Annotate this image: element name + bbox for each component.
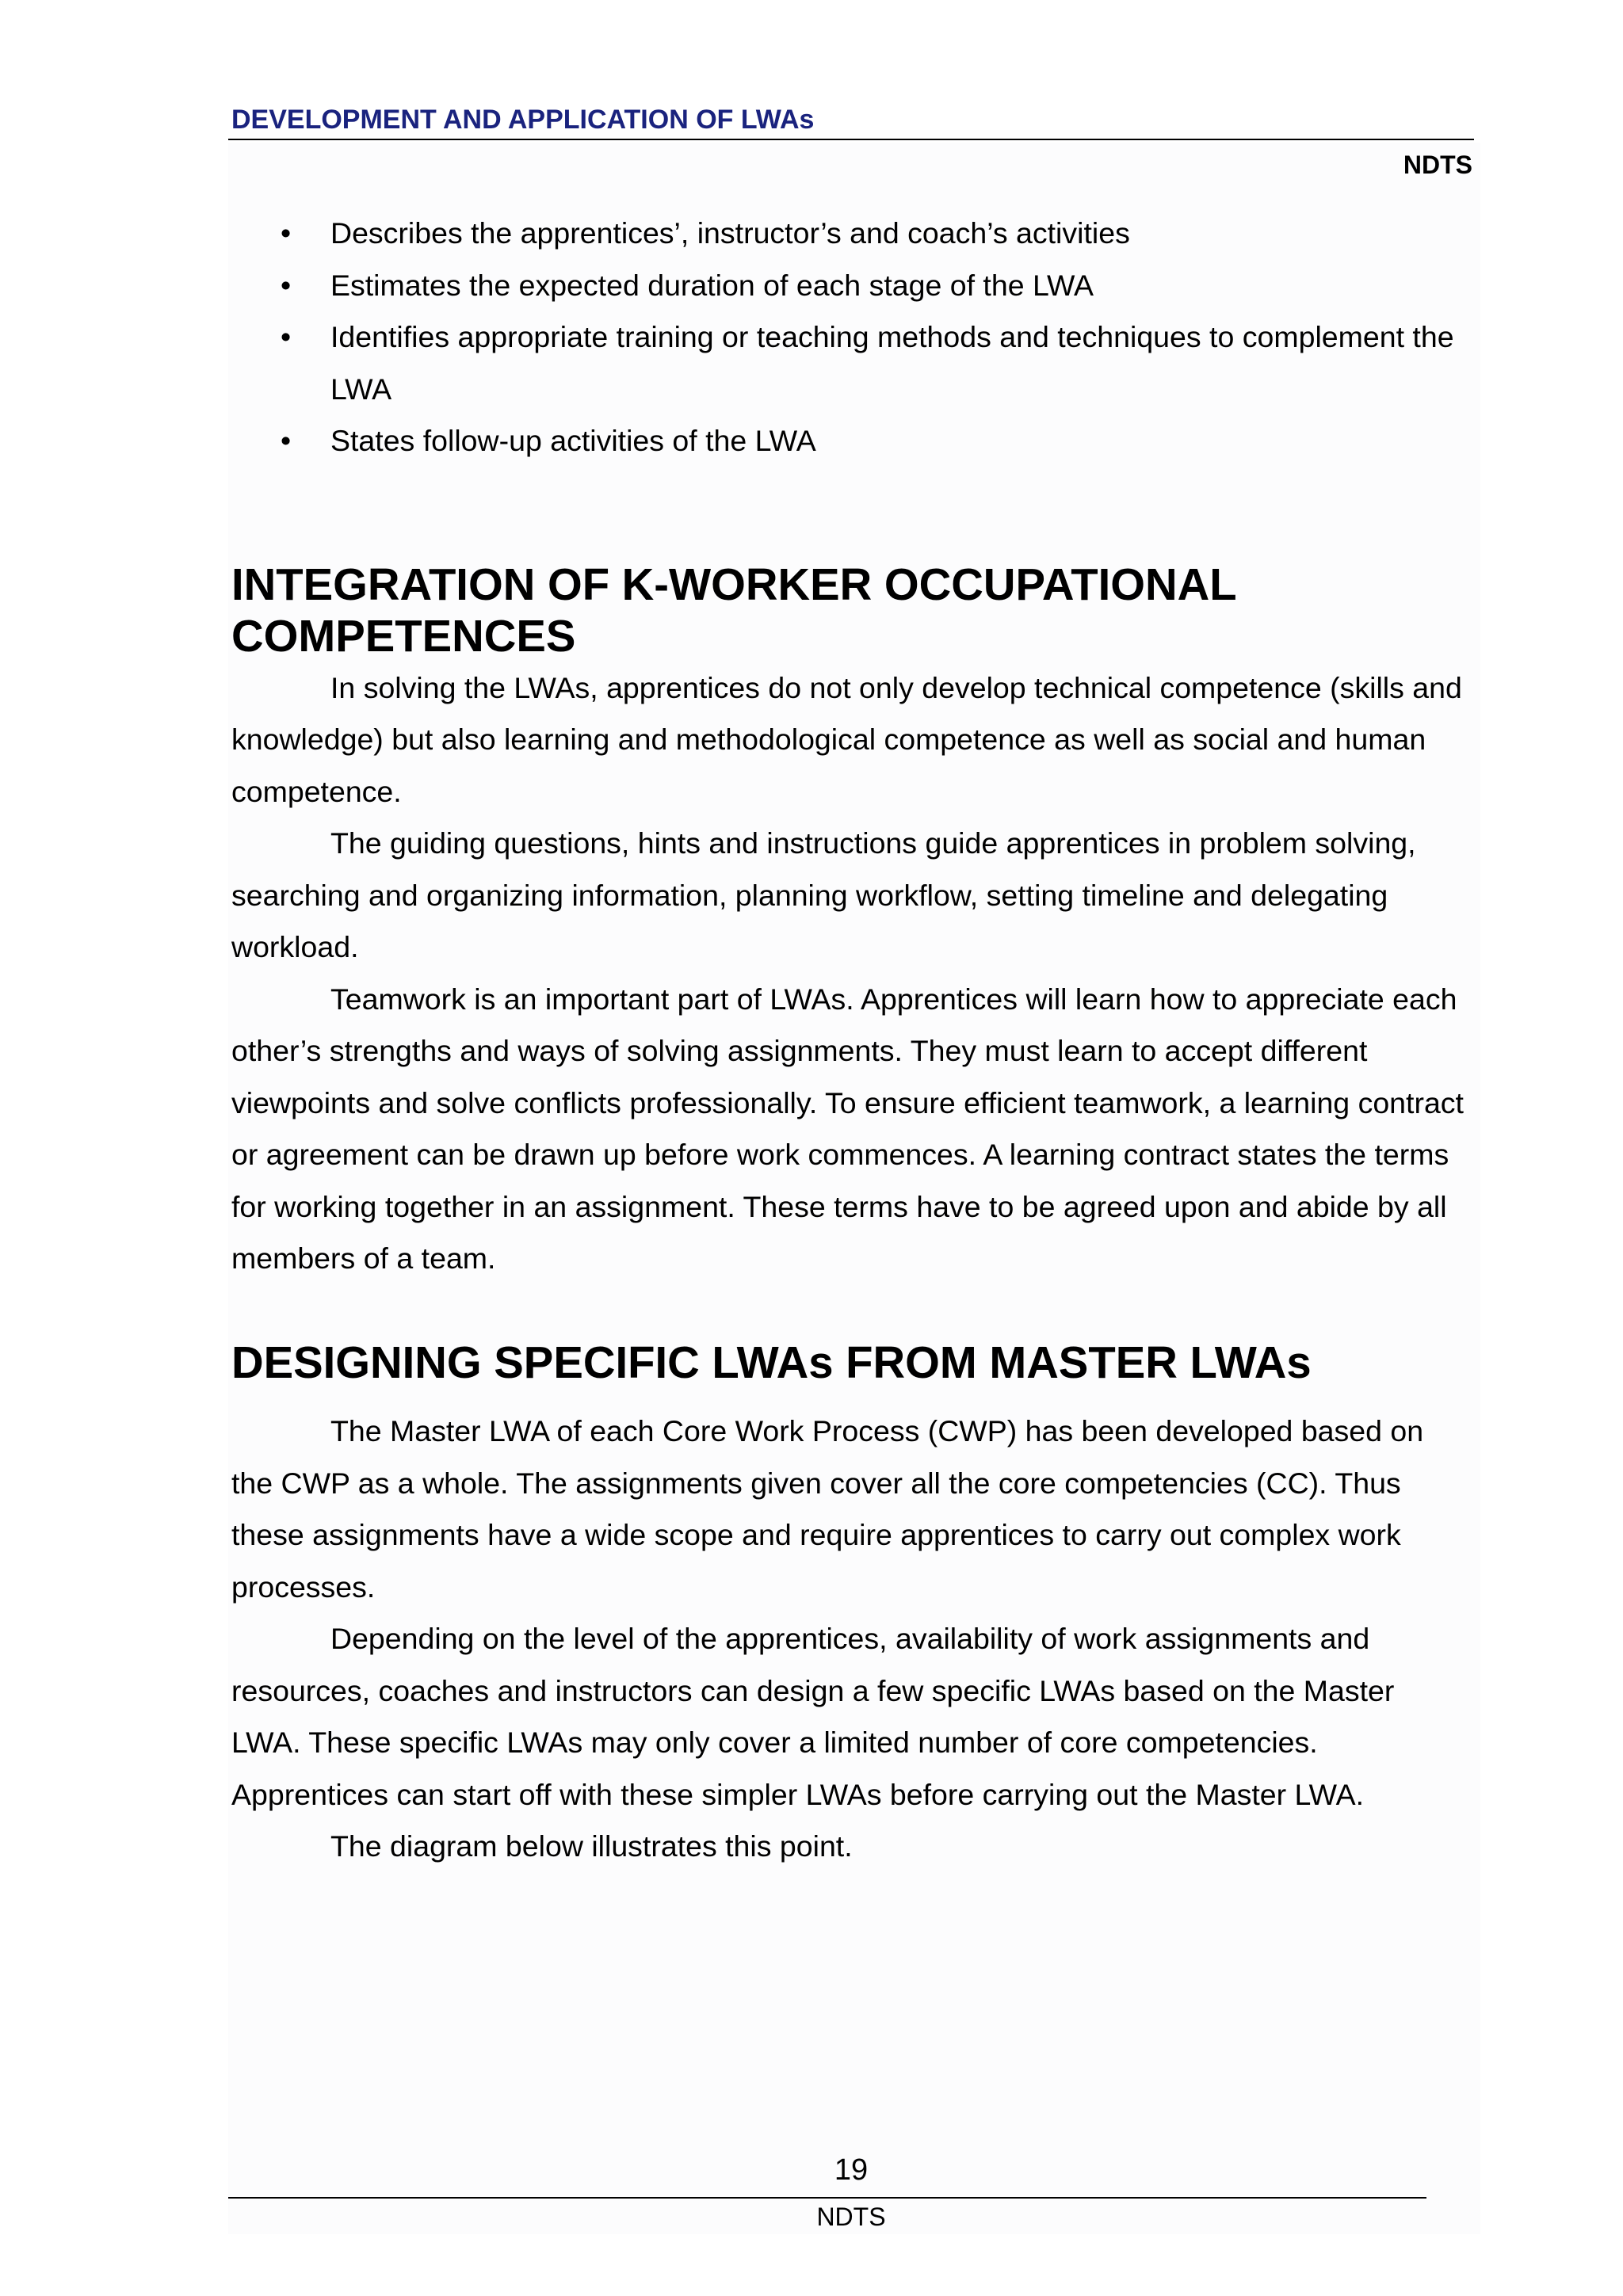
list-item <box>231 311 1472 415</box>
bullet-icon: • <box>281 268 292 302</box>
list-item-text: Describes the apprentices’, instructor’s and coach’s activities <box>330 216 1130 250</box>
paragraph: The diagram below illustrates this point. <box>330 1829 853 1863</box>
header-right-label: NDTS <box>1403 151 1472 179</box>
list-item-text: States follow-up activities of the LWA <box>330 424 816 457</box>
paragraph: Teamwork is an important part of LWAs. Apprentices will learn how to appreciate each other’s strengths and ways of solving assignments. They must learn to accept different viewpoints and solve conflicts professionally. To ensure efficient teamwork, a learning contract or agreement can be drawn up before work commences. A learning contract states the terms for working together in an assignment. These terms have to be agreed upon and abide by all members of a team. <box>231 982 1464 1275</box>
section-heading-designing: DESIGNING SPECIFIC LWAs FROM MASTER LWAs <box>231 1337 1312 1387</box>
paragraph: In solving the LWAs, apprentices do not only develop technical competence (skills and knowledge) but also learning and methodological competence as well as social and human competence. <box>231 670 1462 808</box>
list-item <box>231 260 1472 312</box>
paragraph: The Master LWA of each Core Work Process (CWP) has been developed based on the CWP as a whole. The assignments given cover all the core competencies (CC). Thus these assignments have a wide scope and require apprentices to carry out complex work processes. <box>231 1414 1424 1604</box>
running-header-title: DEVELOPMENT AND APPLICATION OF LWAs <box>231 105 815 135</box>
list-item-text: Identifies appropriate training or teaching methods and techniques to complement the LWA <box>330 320 1454 406</box>
bullet-icon: • <box>281 320 292 353</box>
footer-divider <box>228 2197 1426 2199</box>
paragraph: Depending on the level of the apprentices, availability of work assignments and resources, coaches and instructors can design a few specific LWAs based on the Master LWA. These specific LWAs may only cover a limited number of core competencies. Apprentices can start off with these simpler LWAs before carrying out the Master LWA. <box>231 1622 1395 1811</box>
bullet-icon: • <box>281 424 292 457</box>
section-heading-integration: INTEGRATION OF K-WORKER OCCUPATIONAL COMPETENCES <box>231 559 1236 661</box>
header-divider <box>228 139 1474 140</box>
bullet-list <box>231 208 1472 467</box>
page-number: 19 <box>834 2153 869 2187</box>
list-item-text: Estimates the expected duration of each stage of the LWA <box>330 268 1094 302</box>
list-item <box>231 415 1472 467</box>
footer-label: NDTS <box>816 2203 886 2231</box>
paragraph: The guiding questions, hints and instructions guide apprentices in problem solving, searching and organizing information, planning workflow, setting timeline and delegating workload. <box>231 826 1416 963</box>
list-item <box>231 208 1472 260</box>
bullet-icon: • <box>281 216 292 250</box>
page-body <box>231 208 1472 1873</box>
